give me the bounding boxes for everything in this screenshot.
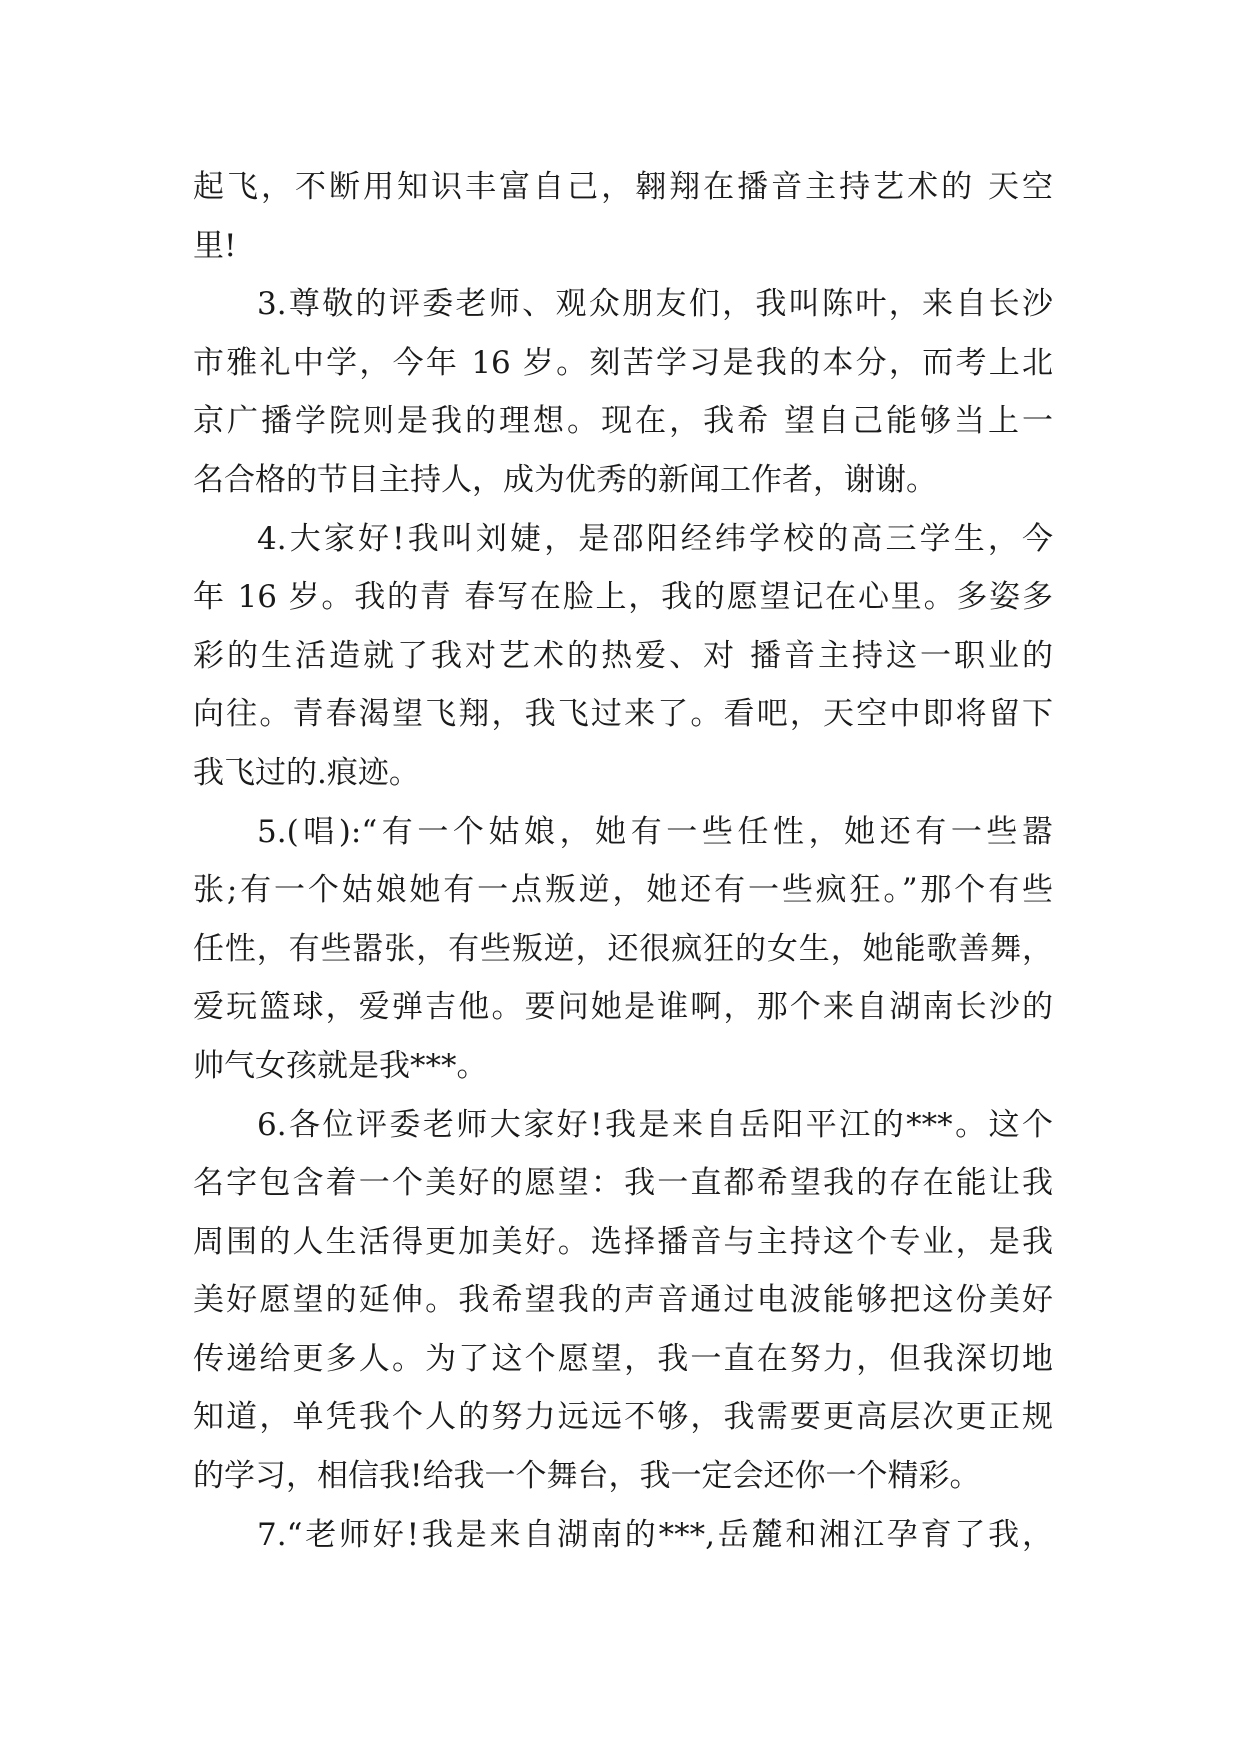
text-line: 7.“老师好!我是来自湖南的***,岳麓和湘江孕育了我， <box>257 1516 1053 1553</box>
text-line: 知道，单凭我个人的努力远远不够，我需要更高层次更正规 <box>193 1399 1053 1436</box>
text-line: 里! <box>193 227 237 264</box>
text-line: 3.尊敬的评委老师、观众朋友们，我叫陈叶，来自长沙 <box>257 286 1053 323</box>
text-line: 张;有一个姑娘她有一点叛逆，她还有一些疯狂。”那个有些 <box>193 872 1053 909</box>
paragraph-p-intro-tail <box>193 158 1053 275</box>
text-line: 京广播学院则是我的理想。现在，我希 望自己能够当上一 <box>193 403 1053 440</box>
paragraph-p-6 <box>193 1096 1053 1506</box>
text-line: 任性，有些嚣张，有些叛逆，还很疯狂的女生，她能歌善舞， <box>193 930 1053 967</box>
text-line: 4.大家好!我叫刘婕，是邵阳经纬学校的高三学生，今 <box>257 520 1053 557</box>
text-line: 我飞过的.痕迹。 <box>193 754 420 791</box>
text-line: 5.(唱):“有一个姑娘，她有一些任性，她还有一些嚣 <box>257 813 1053 850</box>
text-line: 的学习，相信我!给我一个舞台，我一定会还你一个精彩。 <box>193 1458 981 1495</box>
text-line: 市雅礼中学，今年 16 岁。刻苦学习是我的本分，而考上北 <box>193 344 1053 381</box>
text-line: 帅气女孩就是我***。 <box>193 1047 488 1084</box>
text-line: 名合格的节目主持人，成为优秀的新闻工作者，谢谢。 <box>193 461 937 498</box>
paragraph-p-5 <box>193 803 1053 1096</box>
text-line: 爱玩篮球，爱弹吉他。要问她是谁啊，那个来自湖南长沙的 <box>193 989 1053 1026</box>
paragraph-p-3 <box>193 275 1053 509</box>
text-line: 6.各位评委老师大家好!我是来自岳阳平江的***。这个 <box>257 1106 1053 1143</box>
text-line: 传递给更多人。为了这个愿望，我一直在努力，但我深切地 <box>193 1340 1053 1377</box>
text-line: 年 16 岁。我的青 春写在脸上，我的愿望记在心里。多姿多 <box>193 579 1053 616</box>
paragraph-p-7 <box>193 1506 1053 1565</box>
text-line: 彩的生活造就了我对艺术的热爱、对 播音主持这一职业的 <box>193 637 1053 674</box>
text-line: 向往。青春渴望飞翔，我飞过来了。看吧，天空中即将留下 <box>193 696 1053 733</box>
text-line: 周围的人生活得更加美好。选择播音与主持这个专业，是我 <box>193 1223 1053 1260</box>
paragraph-p-4 <box>193 510 1053 803</box>
text-line: 美好愿望的延伸。我希望我的声音通过电波能够把这份美好 <box>193 1282 1053 1319</box>
text-line: 名字包含着一个美好的愿望：我一直都希望我的存在能让我 <box>193 1165 1053 1202</box>
text-line: 起飞，不断用知识丰富自己，翱翔在播音主持艺术的 天空 <box>193 169 1053 205</box>
document-body <box>193 158 1053 1564</box>
